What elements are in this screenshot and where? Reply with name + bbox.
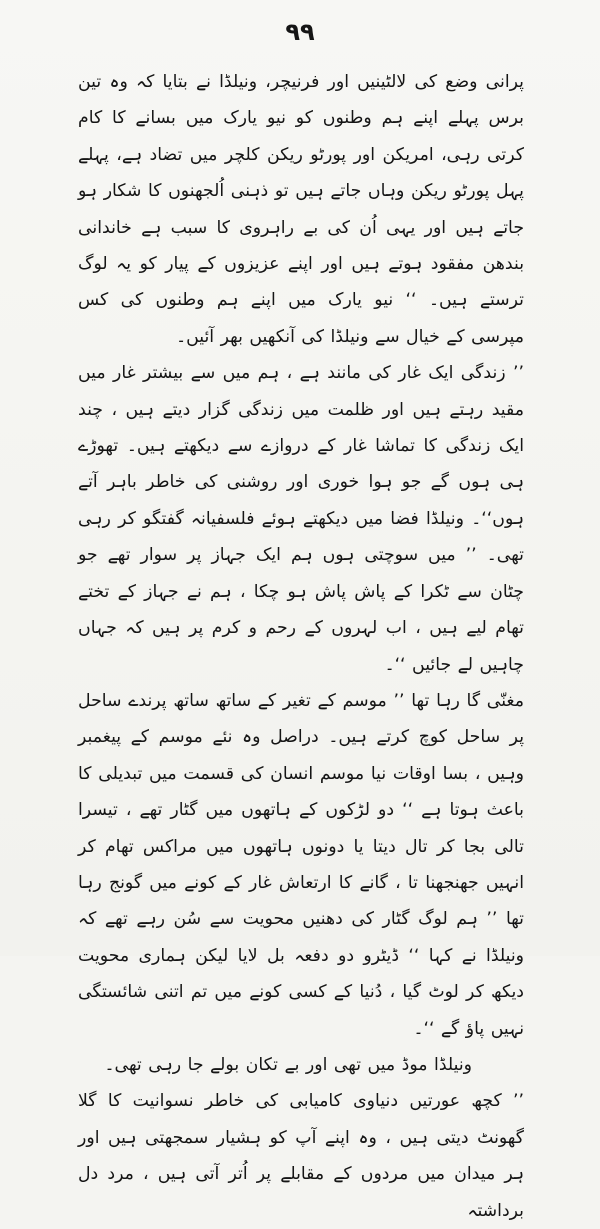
paragraph-2: ’’ زندگی ایک غار کی مانند ہے ، ہم میں سے بیشتر غار میں مقید رہتے ہیں اور ظلمت میں زندگی گزار دیتے ہیں ، چند ایک زندگی کا تماشا غار کے دروازے سے دیکھتے ہیں۔ تھوڑے ہی ہوں گے جو ہوا خوری اور روشنی کی خاطر باہر آتے ہوں‘‘۔ ونیلڈا فضا میں دیکھتے ہوئے فلسفیانہ گفتگو کر رہی تھی۔ ’’ میں سوچتی ہوں ہم ایک جہاز پر سوار تھے جو چٹان سے ٹکرا کے پاش پاش ہو چکا ، ہم نے جہاز کے تختے تھام لیے ہیں ، اب لہروں کے رحم و کرم پر ہیں کہ جہاں چاہیں لے جائیں ‘‘۔ [78,363,524,675]
paragraph-4: ونیلڈا موڈ میں تھی اور بے تکان بولے جا رہی تھی۔ [104,1054,472,1075]
page-number: ۹۹ [285,18,315,46]
paragraph-3: مغنّی گا رہا تھا ’’ موسم کے تغیر کے ساتھ ساتھ پرندے ساحل پر ساحل کوچ کرتے ہیں۔ دراصل وہ نئے موسم کے پیغمبر وہیں ، بسا اوقات نیا موسم انسان کی قسمت میں تبدیلی کا باعث ہوتا ہے ‘‘ دو لڑکوں کے ہاتھوں میں گٹار تھے ، تیسرا تالی بجا کر تال دیتا یا دونوں ہاتھوں میں مراکس تھام کر انہیں جھنجھنا تا ، گانے کا ارتعاش غار کے کونے میں گونج رہا تھا ’’ ہم لوگ گٹار کی دھنیں محویت سے سُن رہے تھے کہ ونیلڈا نے کہا ‘‘ ڈیٹرو دو دفعہ بل لایا لیکن ہماری محویت دیکھ کر لوٹ گیا ، دُنیا کے کسی کونے میں تم اتنی شائستگی نہیں پاؤ گے ‘‘۔ [78,690,524,1039]
paragraph-1: پرانی وضع کی لالٹینیں اور فرنیچر، ونیلڈا نے بتایا کہ وہ تین برس پہلے اپنے ہم وطنوں کو نیو یارک میں بسانے کا کام کرتی رہی، امریکن اور پورٹو ریکن کلچر میں تضاد ہے، پہلے پہل پورٹو ریکن وہاں جاتے ہیں تو ذہنی اُلجھنوں کا شکار ہو جاتے ہیں اور یہی اُن کی بے راہروی کا سبب ہے خاندانی بندھن مفقود ہوتے ہیں اور اپنے عزیزوں کے پیار کو یہ لوگ ترستے ہیں۔ ‘‘ نیو یارک میں اپنے ہم وطنوں کی کس مپرسی کے خیال سے ونیلڈا کی آنکھیں بھر آئیں۔ [78,72,524,347]
paragraph-5: ’’ کچھ عورتیں دنیاوی کامیابی کی خاطر نسوانیت کا گلا گھونٹ دیتی ہیں ، وہ اپنے آپ کو ہشیار سمجھتی ہیں اور ہر میدان میں مردوں کے مقابلے پر اُتر آتی ہیں ، مرد دل برداشتہ [78,1091,524,1221]
page-body-text [78,64,524,1229]
